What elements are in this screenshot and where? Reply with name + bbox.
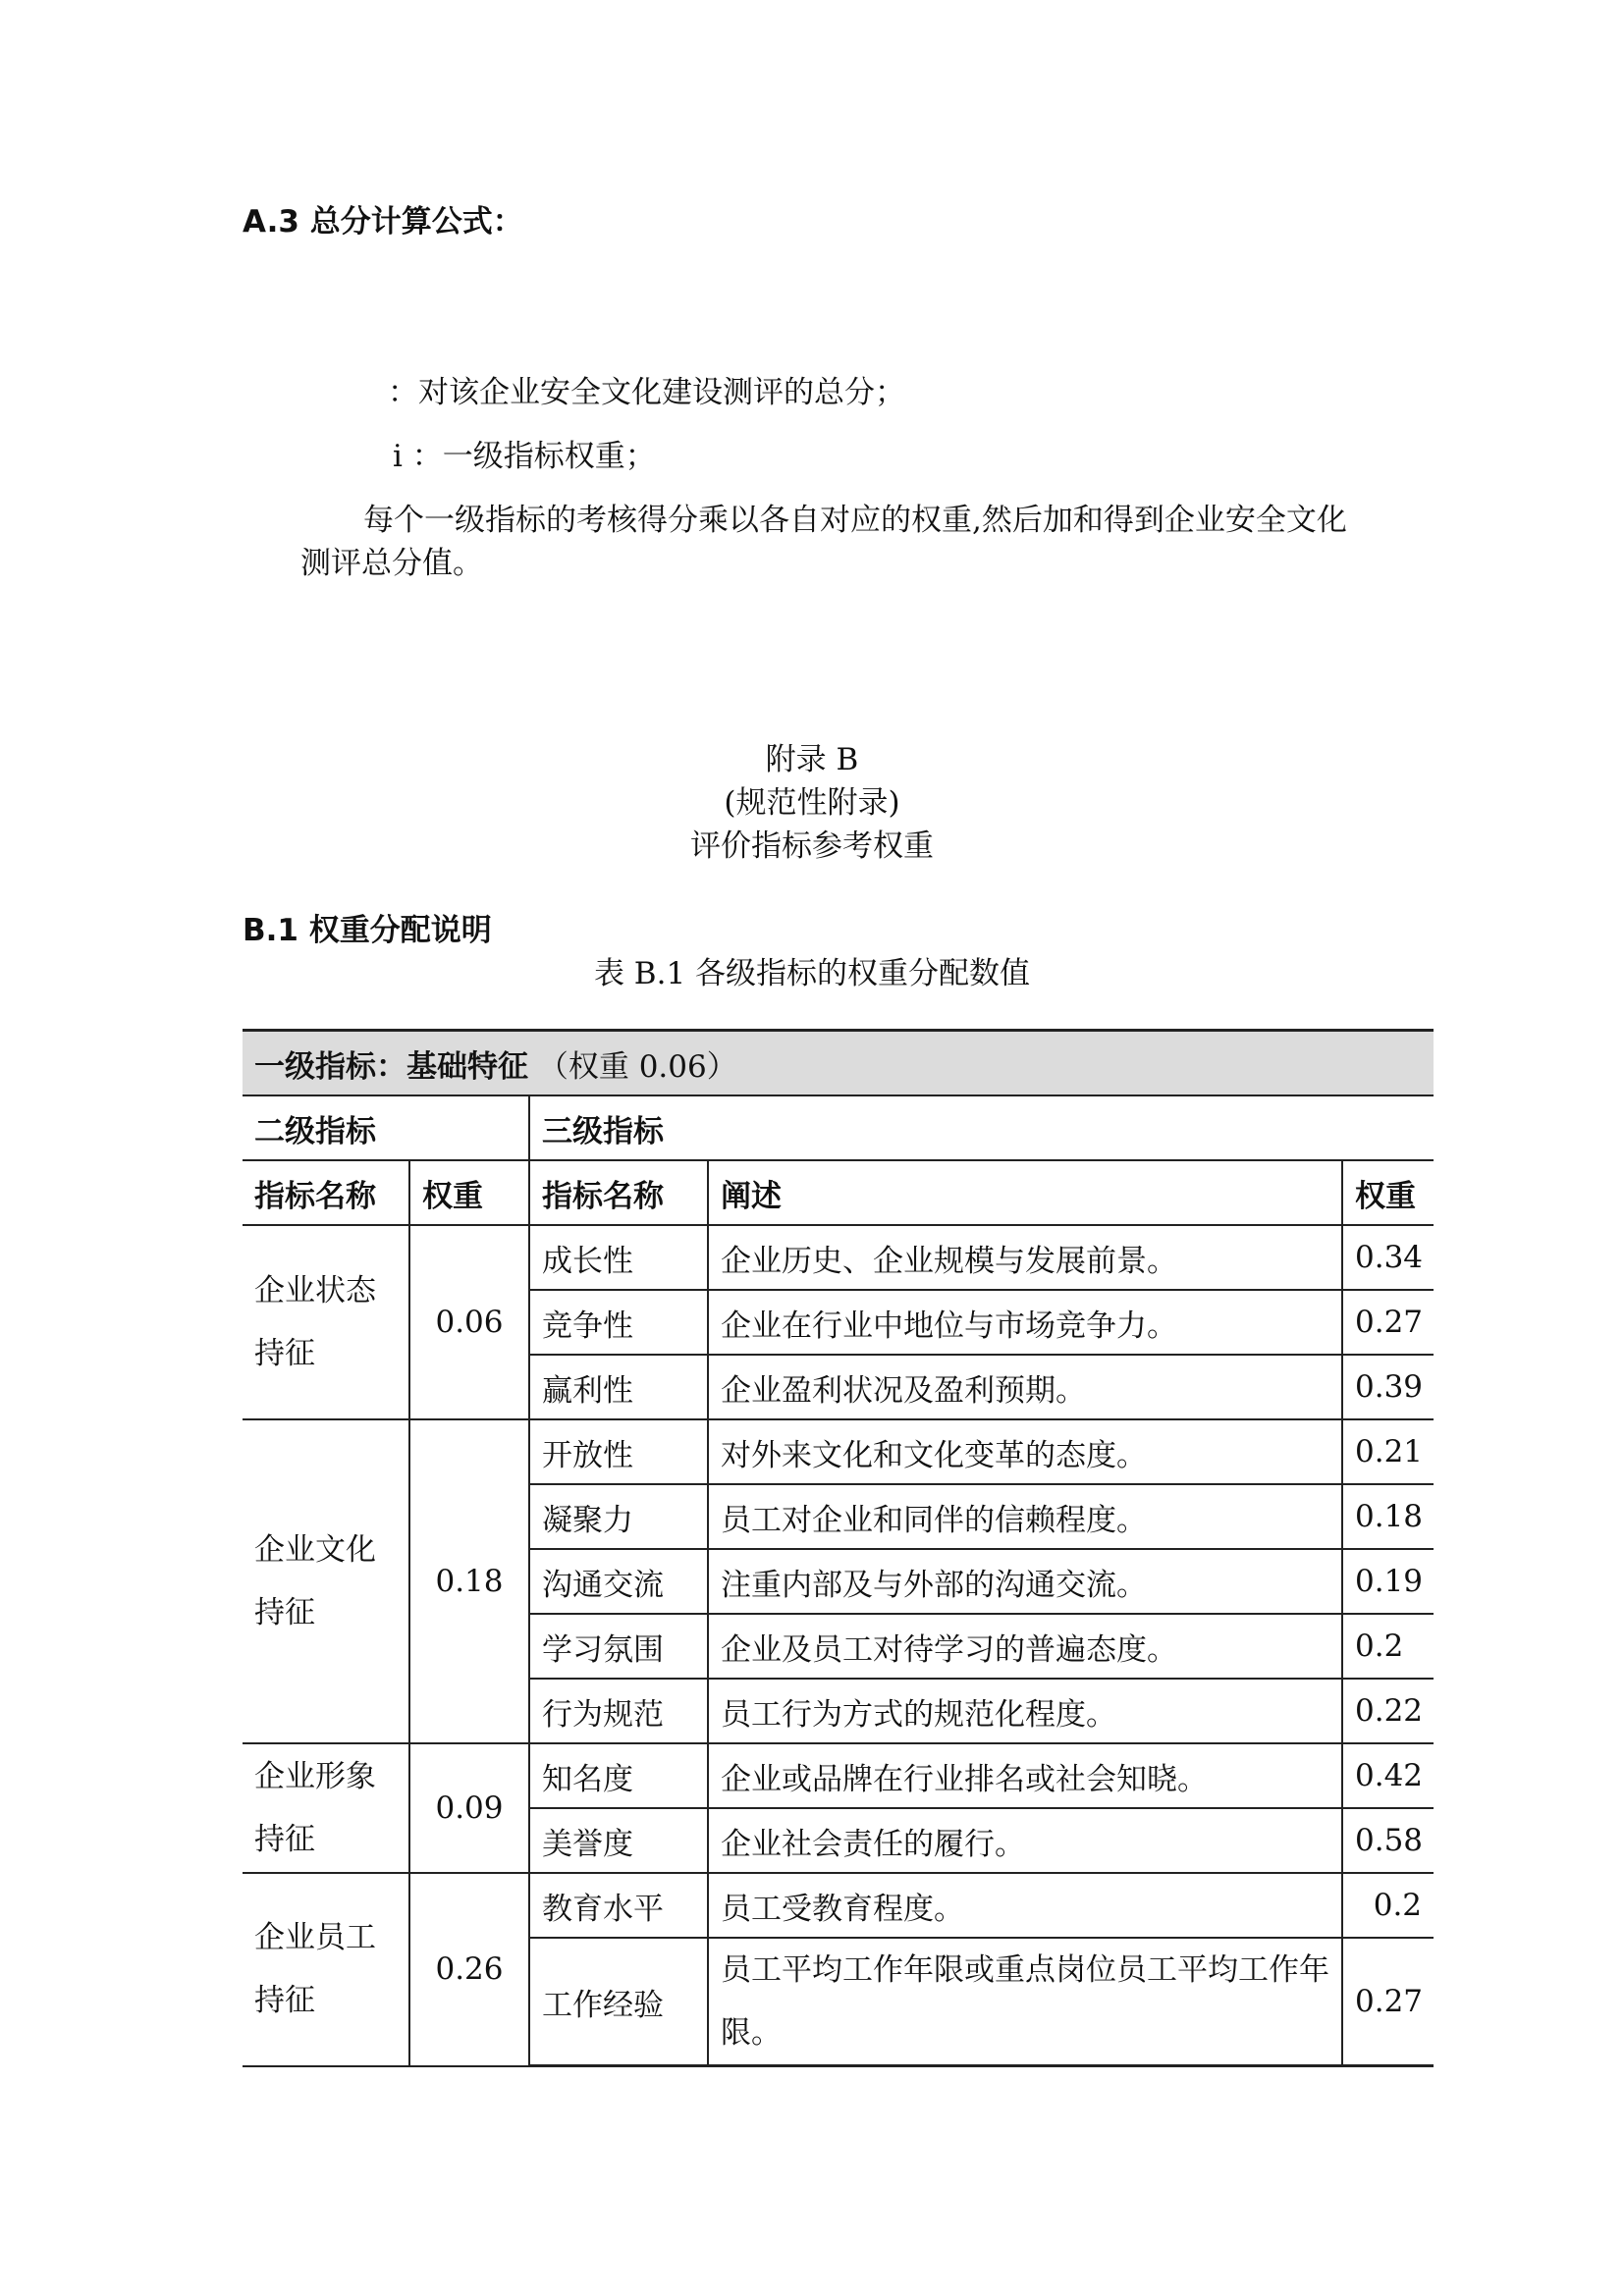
group-name: 企业形象持征 (243, 1743, 409, 1873)
item-name: 美誉度 (529, 1808, 708, 1873)
item-desc: 企业历史、企业规模与发展前景。 (708, 1225, 1342, 1290)
item-desc: 员工受教育程度。 (708, 1873, 1342, 1938)
level1-cell (243, 1031, 1434, 1096)
col-header-name3: 指标名称 (529, 1160, 708, 1225)
item-name: 竞争性 (529, 1290, 708, 1355)
group-weight: 0.06 (409, 1225, 529, 1419)
table-row (243, 1225, 1434, 1290)
col-header-desc: 阐述 (708, 1160, 1342, 1225)
table-row (243, 1419, 1434, 1484)
item-name: 凝聚力 (529, 1484, 708, 1549)
column-header-row (243, 1160, 1434, 1225)
formula-def-total: ：对该企业安全文化建设测评的总分； (388, 375, 905, 410)
item-desc: 员工行为方式的规范化程度。 (708, 1679, 1342, 1743)
group-weight: 0.09 (409, 1743, 529, 1873)
item-name: 工作经验 (529, 1938, 708, 2066)
group-name: 企业文化持征 (243, 1419, 409, 1743)
item-desc: 企业盈利状况及盈利预期。 (708, 1355, 1342, 1419)
col-header-name2: 指标名称 (243, 1160, 409, 1225)
item-weight: 0.18 (1342, 1484, 1434, 1549)
level1-label: 一级指标：基础特征 (254, 1048, 528, 1085)
group-weight: 0.18 (409, 1419, 529, 1743)
appendix-title: 评价指标参考权重 (690, 828, 934, 864)
section-a3-heading: A.3 总分计算公式： (243, 204, 523, 240)
item-desc: 员工对企业和同伴的信赖程度。 (708, 1484, 1342, 1549)
col-header-weight2: 权重 (409, 1160, 529, 1225)
item-name: 成长性 (529, 1225, 708, 1290)
item-weight: 0.21 (1342, 1419, 1434, 1484)
section-b1-heading-text: B.1 权重分配说明 (243, 913, 492, 948)
item-name: 开放性 (529, 1419, 708, 1484)
item-weight: 0.19 (1342, 1549, 1434, 1614)
item-weight: 0.58 (1342, 1808, 1434, 1873)
item-weight: 0.34 (1342, 1225, 1434, 1290)
weight-table (243, 1029, 1434, 2067)
item-desc: 企业或品牌在行业排名或社会知晓。 (708, 1743, 1342, 1808)
item-desc: 对外来文化和文化变革的态度。 (708, 1419, 1342, 1484)
item-name: 知名度 (529, 1743, 708, 1808)
item-name: 沟通交流 (529, 1549, 708, 1614)
item-name: 学习氛围 (529, 1614, 708, 1679)
level-header-row (243, 1095, 1434, 1160)
item-weight: 0.27 (1342, 1938, 1434, 2066)
section-b1-heading (243, 905, 492, 949)
col-header-weight3: 权重 (1342, 1160, 1434, 1225)
group-name: 企业状态持征 (243, 1225, 409, 1419)
item-desc: 员工平均工作年限或重点岗位员工平均工作年限。 (708, 1938, 1342, 2066)
level2-header: 二级指标 (243, 1095, 529, 1160)
level1-weight: （权重 0.06） (537, 1048, 737, 1085)
item-name: 赢利性 (529, 1355, 708, 1419)
formula-def-weight: i ：一级指标权重； (393, 439, 656, 474)
appendix-type: (规范性附录) (724, 785, 900, 821)
table-caption: 表 B.1 各级指标的权重分配数值 (593, 956, 1031, 991)
item-name: 行为规范 (529, 1679, 708, 1743)
group-name: 企业员工持征 (243, 1873, 409, 2066)
item-weight: 0.2 (1342, 1873, 1434, 1938)
item-weight: 0.39 (1342, 1355, 1434, 1419)
item-desc: 企业及员工对待学习的普遍态度。 (708, 1614, 1342, 1679)
group-weight: 0.26 (409, 1873, 529, 2066)
item-desc: 注重内部及与外部的沟通交流。 (708, 1549, 1342, 1614)
item-weight: 0.27 (1342, 1290, 1434, 1355)
appendix-label: 附录 B (765, 742, 859, 777)
item-desc: 企业社会责任的履行。 (708, 1808, 1342, 1873)
table-row (243, 1743, 1434, 1808)
formula-explanation-line2: 测评总分值。 (300, 546, 483, 581)
item-name: 教育水平 (529, 1873, 708, 1938)
level1-row (243, 1031, 1434, 1096)
table-row (243, 1873, 1434, 1938)
formula-explanation-line1: 每个一级指标的考核得分乘以各自对应的权重,然后加和得到企业安全文化 (363, 503, 1347, 538)
item-weight: 0.2 (1342, 1614, 1434, 1679)
item-weight: 0.42 (1342, 1743, 1434, 1808)
level3-header: 三级指标 (529, 1095, 1434, 1160)
item-weight: 0.22 (1342, 1679, 1434, 1743)
item-desc: 企业在行业中地位与市场竞争力。 (708, 1290, 1342, 1355)
